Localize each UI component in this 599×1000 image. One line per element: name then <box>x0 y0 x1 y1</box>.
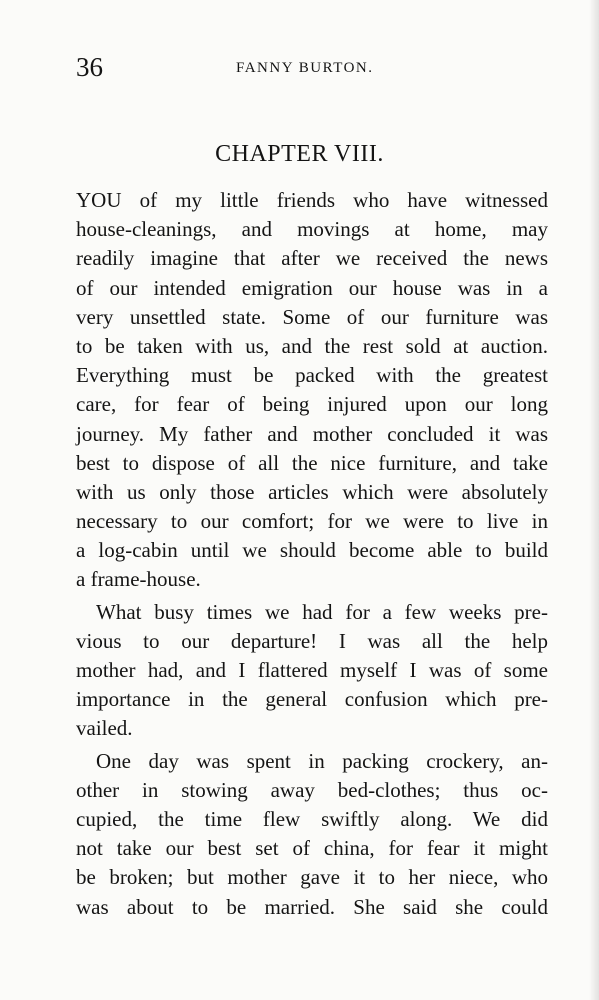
text-line: other in stowing away bed-clothes; thus oc- <box>76 777 548 802</box>
text-line: to be taken with us, and the rest sold at auction. <box>76 333 548 358</box>
running-title: FANNY BURTON. <box>236 60 374 76</box>
text-line: best to dispose of all the nice furniture, and take <box>76 450 548 475</box>
paragraph <box>76 747 548 922</box>
text-line: be broken; but mother gave it to her niece, who <box>76 865 548 890</box>
page-number: 36 <box>76 52 103 82</box>
text-line: YOU of my little friends who have witnessed <box>76 188 548 212</box>
text-line: house-cleanings, and movings at home, may <box>76 217 548 242</box>
paragraph <box>76 186 548 595</box>
text-line: mother had, and I flattered myself I was of some <box>76 658 548 682</box>
text-line: vious to our departure! I was all the help <box>76 628 548 653</box>
text-line: very unsettled state. Some of our furniture was <box>76 304 548 329</box>
text-line: cupied, the time flew swiftly along. We did <box>76 806 548 831</box>
text-line: Everything must be packed with the greatest <box>76 363 548 388</box>
text-line: importance in the general confusion which pre- <box>76 687 548 712</box>
text-line: readily imagine that after we received the news <box>76 246 548 271</box>
body-text <box>76 186 548 922</box>
paragraph <box>76 598 548 744</box>
text-line: journey. My father and mother concluded it was <box>76 421 548 446</box>
text-line: was about to be married. She said she could <box>76 894 548 919</box>
text-line: One day was spent in packing crockery, an- <box>96 748 548 773</box>
text-line: necessary to our comfort; for we were to live in <box>76 509 548 534</box>
text-line: a frame-house. <box>76 567 201 592</box>
text-line: of our intended emigration our house was in a <box>76 275 548 300</box>
text-line: vailed. <box>76 716 133 741</box>
running-head <box>76 52 548 82</box>
text-line: care, for fear of being injured upon our long <box>76 392 548 417</box>
text-line: What busy times we had for a few weeks pre- <box>96 599 548 624</box>
chapter-title: CHAPTER VIII. <box>215 141 384 167</box>
text-line: a log-cabin until we should become able to build <box>76 538 548 563</box>
text-line: not take our best set of china, for fear it might <box>76 836 548 861</box>
text-line: with us only those articles which were absolutely <box>76 479 548 504</box>
